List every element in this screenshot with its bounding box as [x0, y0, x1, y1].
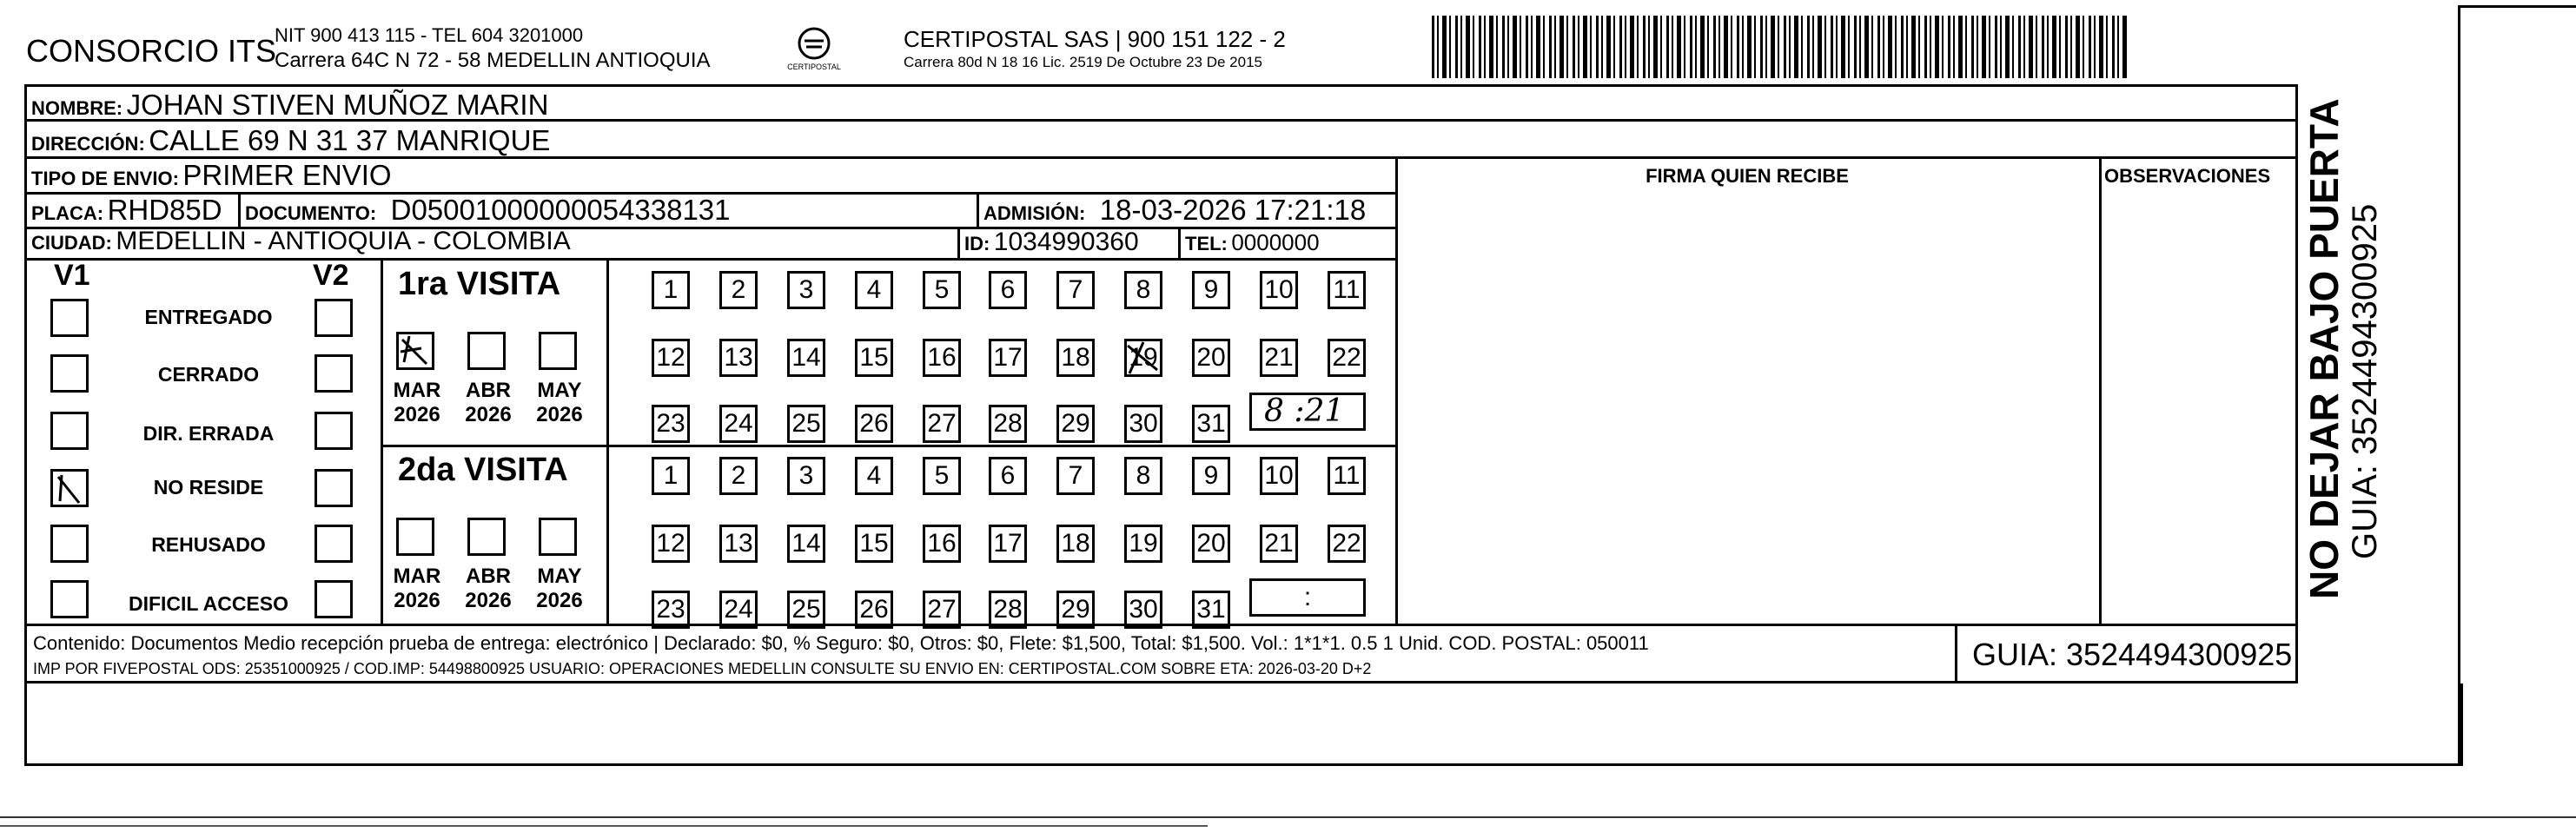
option-rehusado: REHUSADO: [151, 533, 266, 556]
first-visit-may-checkbox[interactable]: [539, 332, 577, 370]
first-visit-day-13[interactable]: 13: [719, 339, 758, 377]
option-cerrado: CERRADO: [157, 363, 260, 386]
option-entregado: ENTREGADO: [144, 306, 273, 328]
company-nit: NIT 900 413 115 - TEL 604 3201000: [275, 24, 584, 46]
first-visit-day-19[interactable]: 19: [1124, 339, 1162, 377]
option-dificil-acceso: DIFICIL ACCESO: [128, 592, 288, 615]
side-warning-text: NO DEJAR BAJO PUERTA: [2301, 98, 2347, 599]
second-visit-day-24[interactable]: 24: [719, 591, 758, 629]
company-address: Carrera 64C N 72 - 58 MEDELLIN ANTIOQUIA: [275, 49, 711, 72]
firma-label: FIRMA QUIEN RECIBE: [1646, 165, 1849, 187]
second-visit-day-17[interactable]: 17: [989, 525, 1027, 563]
first-visit-day-25[interactable]: 25: [787, 405, 825, 443]
second-visit-may-checkbox[interactable]: [539, 518, 577, 556]
first-visit-day-26[interactable]: 26: [855, 405, 893, 443]
first-visit-day-1[interactable]: 1: [652, 271, 690, 309]
first-visit-title: 1ra VISITA: [398, 266, 561, 302]
first-visit-day-3[interactable]: 3: [787, 271, 825, 309]
v2-cerrado-checkbox[interactable]: [315, 354, 353, 393]
company-name: CONSORCIO ITS: [26, 33, 277, 69]
certipostal-address: Carrera 80d N 18 16 Lic. 2519 De Octubre 23 De 2015: [904, 54, 1262, 70]
footer-contenido: Contenido: Documentos Medio recepción prueba de entrega: electrónico | Declarado: $0, % Seguro: $0, Otros: $0, Flete: $1,500, Total: $1,500. Vol.: 1*1*1. 0.5 1 Unid. COD. POSTAL: 050011: [33, 632, 1649, 654]
first-visit-day-2[interactable]: 2: [719, 271, 758, 309]
second-visit-day-30[interactable]: 30: [1124, 591, 1162, 629]
tipo-envio-row: [31, 159, 392, 192]
first-visit-day-31[interactable]: 31: [1192, 405, 1230, 443]
side-guia-text: GUIA: 3524494300925: [2346, 203, 2384, 559]
signature-area[interactable]: [1398, 195, 2098, 623]
first-visit-day-15[interactable]: 15: [855, 339, 893, 377]
direccion-row: [31, 124, 550, 157]
first-visit-month-may: MAY 2026: [536, 379, 583, 426]
ciudad-value: MEDELLIN - ANTIOQUIA - COLOMBIA: [116, 227, 571, 255]
second-visit-mar-checkbox[interactable]: [396, 518, 434, 556]
second-visit-day-28[interactable]: 28: [989, 591, 1027, 629]
second-visit-day-3[interactable]: 3: [787, 457, 825, 495]
first-visit-day-21[interactable]: 21: [1260, 339, 1298, 377]
second-visit-day-27[interactable]: 27: [923, 591, 961, 629]
second-visit-day-10[interactable]: 10: [1260, 457, 1298, 495]
second-visit-day-15[interactable]: 15: [855, 525, 893, 563]
placa-label: PLACA:: [31, 202, 104, 224]
first-visit-day-12[interactable]: 12: [652, 339, 690, 377]
v1-dificil-acceso-checkbox[interactable]: [50, 580, 89, 618]
first-visit-day-11[interactable]: 11: [1328, 271, 1366, 309]
v2-dir-errada-checkbox[interactable]: [315, 412, 353, 450]
footer-guia: GUIA: 3524494300925: [1972, 637, 2293, 672]
second-visit-time: :: [1303, 583, 1312, 611]
footer-imp: IMP POR FIVEPOSTAL ODS: 25351000925 / COD.IMP: 54498800925 USUARIO: OPERACIONES MEDELLIN CONSULTE SU ENVIO EN: CERTIPOSTAL.COM SOBRE ETA: 2026-03-20 D+2: [33, 660, 1372, 677]
second-visit-month-may: MAY 2026: [536, 565, 583, 612]
first-visit-day-29[interactable]: 29: [1056, 405, 1095, 443]
v2-no-reside-checkbox[interactable]: [315, 469, 353, 507]
ciudad-cell: [31, 227, 571, 256]
v2-rehusado-checkbox[interactable]: [315, 525, 353, 563]
first-visit-day-27[interactable]: 27: [923, 405, 961, 443]
v2-dificil-acceso-checkbox[interactable]: [315, 580, 353, 618]
first-visit-mar-checkbox[interactable]: [396, 332, 434, 370]
second-visit-title: 2da VISITA: [398, 452, 568, 488]
first-visit-time-box[interactable]: [1249, 393, 1366, 431]
first-visit-day-6[interactable]: 6: [989, 271, 1027, 309]
v2-header: V2: [313, 259, 349, 292]
lower-frame: [24, 683, 2463, 766]
first-visit-month-mar: MAR 2026: [393, 379, 441, 426]
first-visit-day-10[interactable]: 10: [1260, 271, 1298, 309]
second-visit-day-13[interactable]: 13: [719, 525, 758, 563]
second-visit-day-25[interactable]: 25: [787, 591, 825, 629]
second-visit-day-5[interactable]: 5: [923, 457, 961, 495]
second-visit-day-7[interactable]: 7: [1056, 457, 1095, 495]
second-visit-day-6[interactable]: 6: [989, 457, 1027, 495]
first-visit-day-24[interactable]: 24: [719, 405, 758, 443]
ciudad-label: CIUDAD:: [31, 232, 112, 254]
tel-value: 0000000: [1231, 229, 1320, 255]
second-visit-day-9[interactable]: 9: [1192, 457, 1230, 495]
first-visit-day-9[interactable]: 9: [1192, 271, 1230, 309]
v2-entregado-checkbox[interactable]: [315, 299, 353, 337]
second-visit-day-11[interactable]: 11: [1328, 457, 1366, 495]
first-visit-day-22[interactable]: 22: [1328, 339, 1366, 377]
admision-cell: [983, 194, 1366, 227]
second-visit-day-8[interactable]: 8: [1124, 457, 1162, 495]
option-no-reside: NO RESIDE: [153, 476, 264, 499]
second-visit-day-1[interactable]: 1: [652, 457, 690, 495]
tel-cell: [1185, 229, 1320, 256]
second-visit-day-2[interactable]: 2: [719, 457, 758, 495]
second-visit-abr-checkbox[interactable]: [467, 518, 506, 556]
second-visit-day-31[interactable]: 31: [1192, 591, 1230, 629]
checkmark-icon: [399, 334, 432, 367]
certipostal-info: CERTIPOSTAL SAS | 900 151 122 - 2: [904, 26, 1286, 52]
first-visit-day-30[interactable]: 30: [1124, 405, 1162, 443]
nombre-label: NOMBRE:: [31, 97, 123, 119]
second-visit-day-4[interactable]: 4: [855, 457, 893, 495]
second-visit-day-21[interactable]: 21: [1260, 525, 1298, 563]
v1-rehusado-checkbox[interactable]: [50, 525, 89, 563]
second-visit-day-14[interactable]: 14: [787, 525, 825, 563]
tel-label: TEL:: [1185, 233, 1228, 254]
option-dir-errada: DIR. ERRADA: [142, 422, 275, 445]
first-visit-day-7[interactable]: 7: [1056, 271, 1095, 309]
second-visit-day-20[interactable]: 20: [1192, 525, 1230, 563]
tipo-envio-value: PRIMER ENVIO: [182, 159, 392, 191]
v1-dir-errada-checkbox[interactable]: [50, 412, 89, 450]
admision-value: 18-03-2026 17:21:18: [1099, 194, 1367, 226]
first-visit-abr-checkbox[interactable]: [467, 332, 506, 370]
second-visit-day-22[interactable]: 22: [1328, 525, 1366, 563]
first-visit-day-4[interactable]: 4: [855, 271, 893, 309]
second-visit-day-29[interactable]: 29: [1056, 591, 1095, 629]
side-warning: [2302, 78, 2384, 599]
second-visit-day-19[interactable]: 19: [1124, 525, 1162, 563]
second-visit-day-23[interactable]: 23: [652, 591, 690, 629]
second-visit-day-26[interactable]: 26: [855, 591, 893, 629]
id-cell: [964, 228, 1139, 257]
first-visit-day-28[interactable]: 28: [989, 405, 1027, 443]
id-value: 1034990360: [993, 228, 1139, 256]
nombre-row: [31, 89, 548, 122]
barcode: [1432, 16, 2127, 78]
checkmark-icon: [53, 472, 86, 505]
v1-entregado-checkbox[interactable]: [50, 299, 89, 337]
first-visit-day-18[interactable]: 18: [1056, 339, 1095, 377]
first-visit-time-handwritten: 8 :21: [1264, 393, 1345, 429]
placa-value: RHD85D: [107, 194, 222, 226]
nombre-value: JOHAN STIVEN MUÑOZ MARIN: [126, 89, 549, 121]
documento-value: D05001000000054338131: [390, 194, 731, 226]
v1-header: V1: [54, 259, 90, 292]
first-visit-day-17[interactable]: 17: [989, 339, 1027, 377]
tipo-envio-label: TIPO DE ENVIO:: [31, 168, 179, 189]
first-visit-day-8[interactable]: 8: [1124, 271, 1162, 309]
observaciones-area[interactable]: [2102, 195, 2296, 623]
first-visit-day-16[interactable]: 16: [923, 339, 961, 377]
second-visit-month-mar: MAR 2026: [393, 565, 441, 612]
second-visit-month-abr: ABR 2026: [465, 565, 512, 612]
first-visit-day-14[interactable]: 14: [787, 339, 825, 377]
second-visit-day-16[interactable]: 16: [923, 525, 961, 563]
v1-cerrado-checkbox[interactable]: [50, 354, 89, 393]
cross-mark-icon: [1124, 339, 1162, 377]
direccion-value: CALLE 69 N 31 37 MANRIQUE: [149, 124, 551, 156]
first-visit-day-20[interactable]: 20: [1192, 339, 1230, 377]
admision-label: ADMISIÓN:: [983, 202, 1086, 224]
second-visit-day-18[interactable]: 18: [1056, 525, 1095, 563]
first-visit-day-23[interactable]: 23: [652, 405, 690, 443]
placa-cell: [31, 194, 222, 227]
documento-label: DOCUMENTO:: [245, 202, 377, 224]
second-visit-time-box[interactable]: [1249, 578, 1366, 617]
documento-cell: [245, 194, 731, 227]
v1-no-reside-checkbox[interactable]: [50, 469, 89, 507]
direccion-label: DIRECCIÓN:: [31, 133, 145, 155]
certipostal-logo: [787, 23, 841, 76]
first-visit-month-abr: ABR 2026: [465, 379, 512, 426]
second-visit-day-12[interactable]: 12: [652, 525, 690, 563]
logo-caption: CERTIPOSTAL: [787, 63, 841, 71]
observaciones-label: OBSERVACIONES: [2104, 165, 2271, 187]
first-visit-day-5[interactable]: 5: [923, 271, 961, 309]
id-label: ID:: [964, 233, 990, 254]
